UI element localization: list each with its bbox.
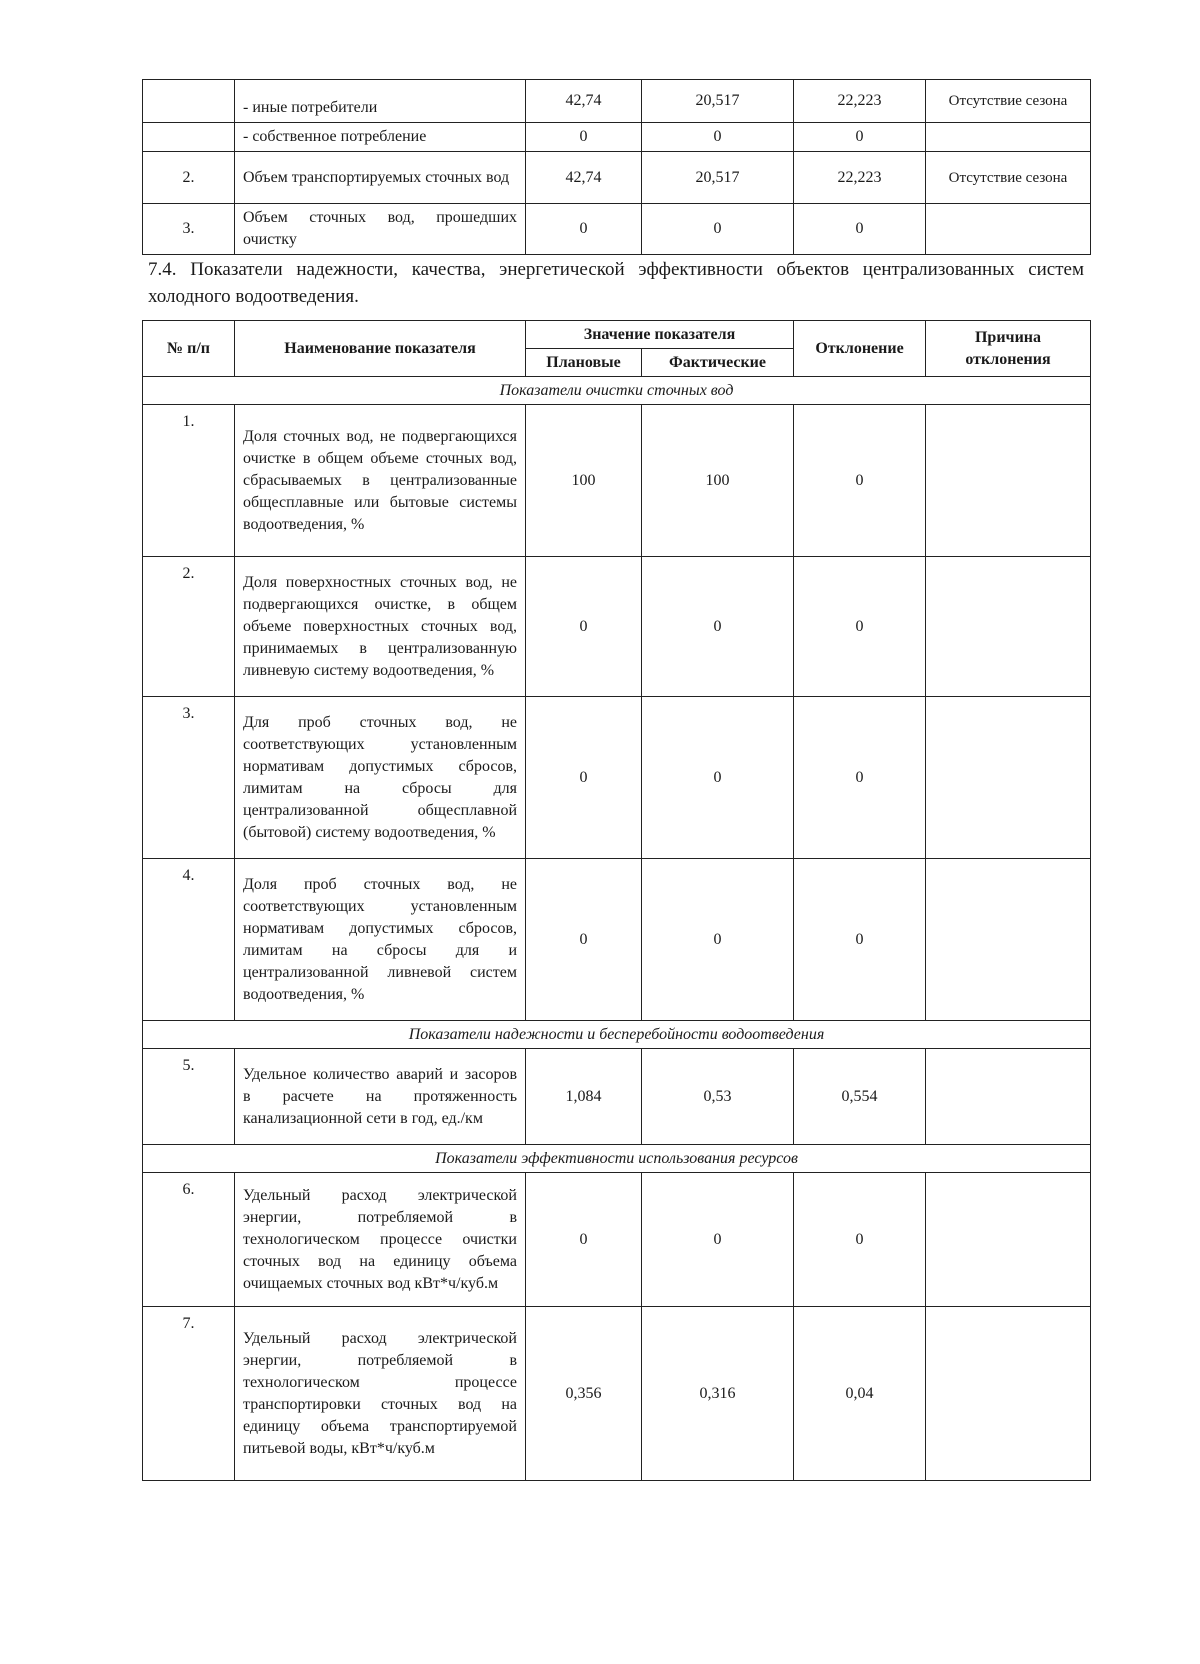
table-row xyxy=(143,405,1091,557)
table-row xyxy=(143,204,1091,255)
header-reason: Причина отклонения xyxy=(926,321,1091,377)
row-number: 7. xyxy=(143,1307,235,1481)
value-deviation: 0 xyxy=(794,123,926,152)
value-deviation: 0,04 xyxy=(794,1307,926,1481)
row-number: 2. xyxy=(143,152,235,204)
deviation-reason: Отсутствие сезона xyxy=(926,80,1091,123)
value-plan: 0,356 xyxy=(526,1307,642,1481)
value-plan: 0 xyxy=(526,1173,642,1307)
value-fact: 0 xyxy=(642,859,794,1021)
section-row xyxy=(143,1145,1091,1173)
header-value-group: Значение показателя xyxy=(526,321,794,349)
row-number: 3. xyxy=(143,697,235,859)
table-continuation xyxy=(142,79,1091,255)
value-deviation: 0 xyxy=(794,405,926,557)
row-number: 4. xyxy=(143,859,235,1021)
value-deviation: 22,223 xyxy=(794,152,926,204)
section-label: Показатели надежности и бесперебойности водоотведения xyxy=(143,1021,1091,1049)
row-number: 1. xyxy=(143,405,235,557)
deviation-reason xyxy=(926,405,1091,557)
value-fact: 0 xyxy=(642,123,794,152)
row-name: Доля поверхностных сточных вод, не подвергающихся очистке, в общем объеме поверхностных сточных вод, принимаемых в централизованную ливневую систему водоотведения, % xyxy=(235,557,526,697)
section-row xyxy=(143,1021,1091,1049)
table-row xyxy=(143,1307,1091,1481)
header-plan: Плановые xyxy=(526,349,642,377)
row-number xyxy=(143,80,235,123)
table-row xyxy=(143,557,1091,697)
deviation-reason xyxy=(926,557,1091,697)
row-name: Объем транспортируемых сточных вод xyxy=(235,152,526,204)
header-deviation: Отклонение xyxy=(794,321,926,377)
section-label: Показатели эффективности использования ресурсов xyxy=(143,1145,1091,1173)
deviation-reason xyxy=(926,1173,1091,1307)
value-fact: 0 xyxy=(642,697,794,859)
value-plan: 100 xyxy=(526,405,642,557)
value-plan: 42,74 xyxy=(526,152,642,204)
value-deviation: 0 xyxy=(794,1173,926,1307)
row-name: Доля проб сточных вод, не соответствующих установленным нормативам допустимых сбросов, лимитам на сбросы для и централизованной ливневой систем водоотведения, % xyxy=(235,859,526,1021)
value-plan: 0 xyxy=(526,557,642,697)
row-name: Доля сточных вод, не подвергающихся очистке в общем объеме сточных вод, сбрасываемых в централизованные общесплавные или бытовые системы водоотведения, % xyxy=(235,405,526,557)
row-name: - иные потребители xyxy=(235,80,526,123)
row-name: Удельное количество аварий и засоров в расчете на протяженность канализационной сети в год, ед./км xyxy=(235,1049,526,1145)
section-heading: 7.4. Показатели надежности, качества, энергетической эффективности объектов централизованных систем холодного водоотведения. xyxy=(148,259,1084,307)
row-number: 6. xyxy=(143,1173,235,1307)
indicators-table xyxy=(142,320,1091,1481)
value-fact: 0,53 xyxy=(642,1049,794,1145)
row-number: 2. xyxy=(143,557,235,697)
value-deviation: 0 xyxy=(794,697,926,859)
header-fact: Фактические xyxy=(642,349,794,377)
value-fact: 0 xyxy=(642,557,794,697)
row-name: Объем сточных вод, прошедших очистку xyxy=(235,204,526,255)
table-row xyxy=(143,1049,1091,1145)
value-plan: 1,084 xyxy=(526,1049,642,1145)
section-row xyxy=(143,377,1091,405)
value-plan: 0 xyxy=(526,859,642,1021)
table-row xyxy=(143,123,1091,152)
header-row xyxy=(143,321,1091,349)
value-fact: 20,517 xyxy=(642,152,794,204)
deviation-reason xyxy=(926,697,1091,859)
value-fact: 0 xyxy=(642,204,794,255)
value-fact: 100 xyxy=(642,405,794,557)
value-plan: 0 xyxy=(526,123,642,152)
value-plan: 0 xyxy=(526,697,642,859)
deviation-reason: Отсутствие сезона xyxy=(926,152,1091,204)
section-label: Показатели очистки сточных вод xyxy=(143,377,1091,405)
table-row xyxy=(143,697,1091,859)
table-row xyxy=(143,859,1091,1021)
deviation-reason xyxy=(926,204,1091,255)
value-deviation: 0 xyxy=(794,557,926,697)
deviation-reason xyxy=(926,123,1091,152)
value-deviation: 0 xyxy=(794,859,926,1021)
value-fact: 20,517 xyxy=(642,80,794,123)
row-number: 5. xyxy=(143,1049,235,1145)
value-deviation: 0,554 xyxy=(794,1049,926,1145)
row-number xyxy=(143,123,235,152)
table-row xyxy=(143,80,1091,123)
value-deviation: 22,223 xyxy=(794,80,926,123)
table-row xyxy=(143,1173,1091,1307)
deviation-reason xyxy=(926,859,1091,1021)
deviation-reason xyxy=(926,1307,1091,1481)
header-num: № п/п xyxy=(143,321,235,377)
value-plan: 0 xyxy=(526,204,642,255)
row-number: 3. xyxy=(143,204,235,255)
header-name: Наименование показателя xyxy=(235,321,526,377)
value-plan: 42,74 xyxy=(526,80,642,123)
table-row xyxy=(143,152,1091,204)
row-name: Удельный расход электрической энергии, потребляемой в технологическом процессе очистки сточных вод на единицу объема очищаемых сточных вод кВт*ч/куб.м xyxy=(235,1173,526,1307)
row-name: Для проб сточных вод, не соответствующих установленным нормативам допустимых сбросов, лимитам на сбросы для централизованной общесплавной (бытовой) систему водоотведения, % xyxy=(235,697,526,859)
deviation-reason xyxy=(926,1049,1091,1145)
row-name: Удельный расход электрической энергии, потребляемой в технологическом процессе транспортировки сточных вод на единицу объема транспортируемой питьевой воды, кВт*ч/куб.м xyxy=(235,1307,526,1481)
value-fact: 0 xyxy=(642,1173,794,1307)
value-fact: 0,316 xyxy=(642,1307,794,1481)
value-deviation: 0 xyxy=(794,204,926,255)
row-name: - собственное потребление xyxy=(235,123,526,152)
